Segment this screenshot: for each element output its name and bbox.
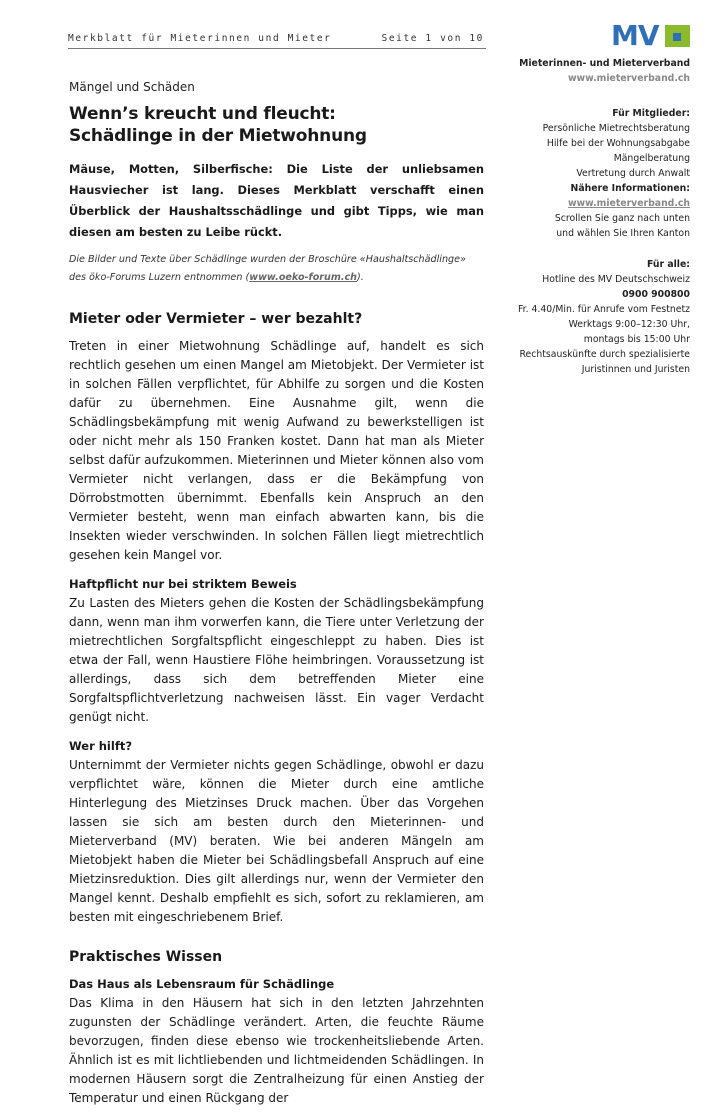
body-paragraph: Treten in einer Mietwohnung Schädlinge auf, handelt es sich rechtlich gesehen um einen Mangel am Mietobjekt. Der Vermieter ist in solchen Fällen verpflichtet, für Abhilfe zu sorgen und die Kosten dafür zu übernehmen. Eine Ausnahme gilt, wenn die Schädlingsbekämpfung mit wenig Aufwand zu bewerkstelligen ist oder nicht mehr als 150 Franken kostet. Dann hat man als Mieter selbst dafür aufzukommen. Mieterinnen und Mieter können also vom Vermieter nicht verlangen, dass er die Bekämpfung von Dörrobstmotten übernimmt. Ebenfalls kein Anspruch an den Vermieter besteht, wenn man einfach abwarten kann, bis die Insekten wieder verschwinden. In solchen Fällen liegt mietrechtlich gesehen kein Mangel vor. — [69, 339, 484, 562]
info-line: Scrollen Sie ganz nach unten — [554, 213, 690, 224]
main-content — [69, 80, 484, 1118]
info-link[interactable]: www.mieterverband.ch — [567, 198, 690, 209]
members-item: Vertretung durch Anwalt — [576, 168, 690, 179]
org-name: Mieterinnen- und Mieterverband — [519, 58, 690, 69]
category-label: Mängel und Schäden — [69, 80, 195, 94]
section-heading: Praktisches Wissen — [69, 949, 223, 965]
logo-mark-inner — [673, 33, 681, 41]
hotline-label: Hotline des MV Deutschschweiz — [542, 274, 690, 285]
members-heading: Für Mitglieder: — [612, 108, 690, 119]
header-divider — [68, 48, 486, 49]
hotline-line: Werktags 9:00–12:30 Uhr, — [568, 319, 690, 330]
hotline-line: Rechtsauskünfte durch spezialisierte — [519, 349, 690, 360]
body-paragraph: Zu Lasten des Mieters gehen die Kosten der Schädlingsbekämpfung dann, wenn man ihm vorwerfen kann, die Tiere unter Verletzung der mietrechtlichen Sorgfaltspflicht eingeschleppt zu haben. Dies ist etwa der Fall, wenn Haustiere Flöhe heimbringen. Voraussetzung ist allerdings, dass sich dem betreffenden Mieter eine Sorgfaltspflichtverletzung nachweisen lässt. Ein vager Verdacht genügt nicht. — [69, 596, 484, 724]
body-paragraph: Unternimmt der Vermieter nichts gegen Schädlinge, obwohl er dazu verpflichtet wäre, können die Mieter durch eine amtliche Hinterlegung des Mietzinses Druck machen. Über das Vorgehen lassen sie sich am besten durch den Mieterinnen- und Mieterverband (MV) beraten. Wie bei anderen Mängeln am Mietobjekt haben die Mieter bei Schädlingsbefall Anspruch auf eine Mietzinsreduktion. Dies gilt allerdings nur, wenn der Vermieter den Mangel kennt. Deshalb empfiehlt es sich, sofort zu reklamieren, am besten mit eingeschriebenem Brief. — [69, 758, 484, 924]
subsection-heading: Das Haus als Lebensraum für Schädlinge — [69, 977, 335, 991]
logo-text: MV — [611, 19, 659, 52]
hotline-line: Juristinnen und Juristen — [581, 364, 690, 375]
info-heading: Nähere Informationen: — [570, 183, 690, 194]
source-link[interactable]: www.oeko-forum.ch — [249, 272, 358, 283]
lead-paragraph: Mäuse, Motten, Silberfische: Die Liste der unliebsamen Hausviecher ist lang. Dieses Merkblatt verschafft einen Überblick der Haushaltsschädlinge und gibt Tipps, wie man diesen am besten zu Leibe rückt. — [69, 162, 484, 239]
body-paragraph: Das Klima in den Häusern hat sich in den letzten Jahrzehnten zugunsten der Schädlinge verändert. Arten, die feuchte Räume bevorzugen, finden diese ebenso wie trockenheitsliebende Arten. Ähnlich ist es mit lichtliebenden und lichtmeidenden Schädlingen. In modernen Häusern sorgt die Zentralheizung für einen Anstieg der Temperatur und einen Rückgang der — [69, 996, 484, 1105]
source-end: ). — [357, 272, 364, 283]
all-heading: Für alle: — [647, 259, 690, 270]
title-line: Wenn’s kreucht und fleucht: — [69, 104, 336, 124]
members-item: Mängelberatung — [613, 153, 690, 164]
running-header — [68, 33, 484, 44]
subsection-heading: Wer hilft? — [69, 739, 132, 753]
hotline-line: Fr. 4.40/Min. für Anrufe vom Festnetz — [517, 304, 690, 315]
section-heading: Mieter oder Vermieter – wer bezahlt? — [69, 311, 363, 327]
hotline-line: montags bis 15:00 Uhr — [583, 334, 690, 345]
members-item: Hilfe bei der Wohnungsabgabe — [546, 138, 690, 149]
title-line: Schädlinge in der Mietwohnung — [69, 126, 367, 146]
sidebar — [510, 56, 690, 377]
header-title: Merkblatt für Mieterinnen und Mieter — [68, 33, 332, 44]
info-line: und wählen Sie Ihren Kanton — [556, 228, 690, 239]
source-note — [69, 251, 484, 287]
source-text: Die Bilder und Texte über Schädlinge wurden der Broschüre «Haushaltschädlinge» des öko-Forums Luzern entnommen ( — [69, 254, 466, 283]
members-item: Persönliche Mietrechtsberatung — [542, 123, 690, 134]
subsection-heading: Haftpflicht nur bei striktem Beweis — [69, 577, 297, 591]
page-number: Seite 1 von 10 — [381, 33, 484, 44]
page-title — [69, 103, 484, 147]
org-url[interactable]: www.mieterverband.ch — [567, 73, 690, 84]
hotline-number: 0900 900800 — [622, 289, 690, 300]
